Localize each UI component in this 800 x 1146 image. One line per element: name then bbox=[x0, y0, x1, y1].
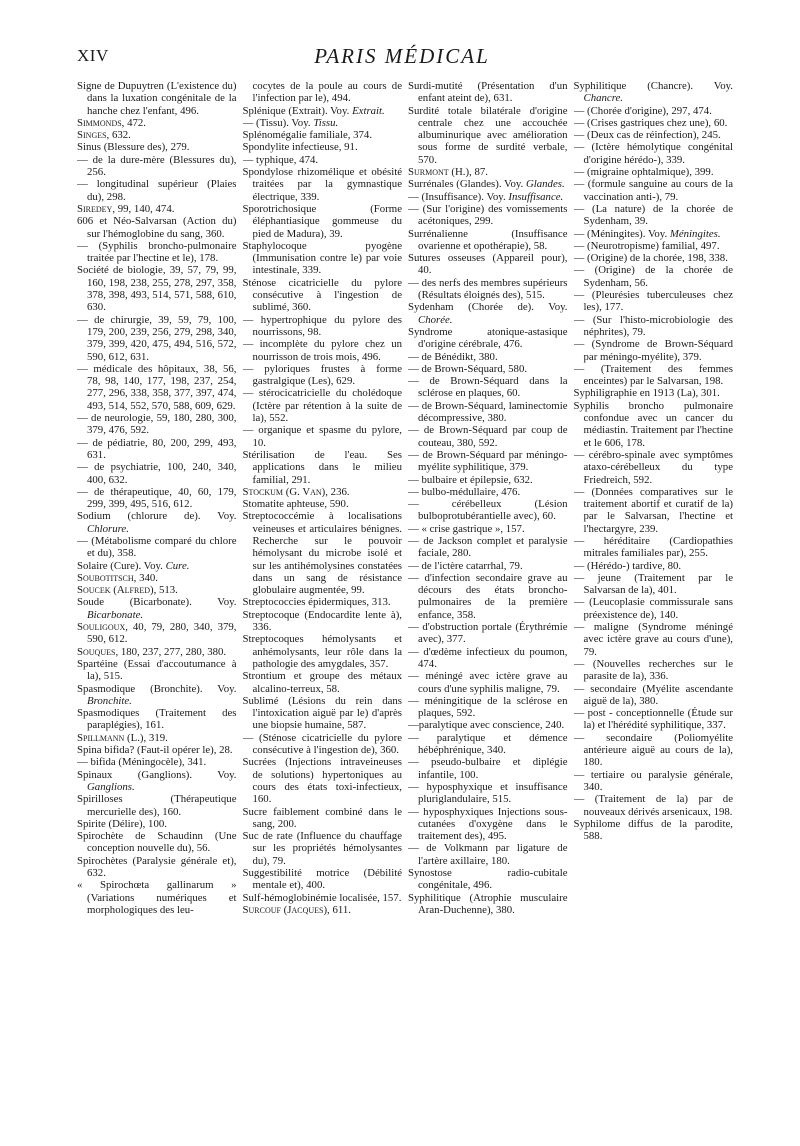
index-entry bbox=[243, 117, 403, 129]
entry-text: — (Nouvelles recherches sur le parasite de la), 336. bbox=[573, 657, 733, 683]
entry-text: — (Neurotropisme) familial, 497. bbox=[573, 239, 720, 252]
index-columns bbox=[77, 80, 733, 1120]
index-entry bbox=[574, 252, 734, 264]
entry-text: Siredey, 99, 140, 474. bbox=[77, 202, 175, 215]
entry-text: Syphilome diffus de la parodite, 588. bbox=[573, 817, 733, 843]
entry-text: — (migraine ophtalmique), 399. bbox=[573, 166, 714, 179]
entry-text: — héréditaire (Cardiopathies mitrales familiales par), 255. bbox=[573, 534, 733, 560]
cross-reference: Méningites. bbox=[669, 227, 721, 240]
entry-text: — hyposphyxiques Injections sous-cutanées d'oxygène dans le traitement des), 495. bbox=[408, 805, 568, 843]
entry-text: — (Pleurésies tuberculeuses chez les), 177. bbox=[573, 289, 733, 314]
entry-text: Soude (Bicarbonate). Voy. bbox=[77, 596, 237, 609]
index-entry bbox=[408, 449, 568, 474]
index-entry bbox=[574, 129, 734, 141]
index-entry bbox=[408, 228, 568, 253]
index-entry bbox=[574, 707, 734, 732]
index-entry bbox=[574, 387, 734, 399]
index-entry bbox=[77, 707, 237, 732]
index-entry bbox=[243, 609, 403, 634]
entry-text: Sucrées (Injections intraveineuses de solutions) hypertoniques au cours des états toxi-infectieux, 160. bbox=[242, 756, 402, 806]
index-entry bbox=[77, 560, 237, 572]
entry-text: — maligne (Syndrome méningé avec ictère grave au cours d'une), 79. bbox=[573, 621, 733, 658]
index-entry bbox=[408, 695, 568, 720]
entry-text: — (Sur l'origine) des vomissements acétoniques, 299. bbox=[408, 202, 568, 228]
entry-text: Sydenham (Chorée de). Voy. bbox=[408, 301, 568, 314]
entry-text: — (Deux cas de réinfection), 245. bbox=[573, 129, 721, 142]
entry-text: Suggestibilité motrice (Débilité mentale et), 400. bbox=[242, 867, 402, 892]
index-entry bbox=[408, 252, 568, 277]
index-entry bbox=[77, 732, 237, 744]
entry-text: — « crise gastrique », 157. bbox=[408, 522, 525, 535]
index-entry bbox=[77, 154, 237, 179]
entry-text: Spasmodique (Bronchite). Voy. bbox=[77, 682, 237, 695]
index-column-2 bbox=[243, 80, 403, 1120]
entry-text: — bifida (Méningocèle), 341. bbox=[77, 756, 207, 769]
entry-text: Spartéine (Essai d'accoutumance à la), 515. bbox=[77, 657, 237, 683]
entry-text: — de Bénédikt, 380. bbox=[408, 350, 498, 363]
cross-reference: Tissu. bbox=[313, 116, 339, 129]
entry-text: — post - conceptionnelle (Étude sur la) et l'hérédité syphilitique, 337. bbox=[573, 707, 733, 732]
index-entry bbox=[574, 105, 734, 117]
index-entry bbox=[408, 351, 568, 363]
index-entry bbox=[77, 572, 237, 584]
index-entry bbox=[574, 560, 734, 572]
index-entry bbox=[243, 830, 403, 867]
entry-text: Sporotrichosique (Forme éléphantiasique gommeuse du pied de Madura), 39. bbox=[242, 202, 402, 240]
entry-text: Syphilitique (Atrophie musculaire Aran-Duchenne), 380. bbox=[408, 891, 568, 916]
index-entry bbox=[77, 178, 237, 203]
index-entry bbox=[574, 596, 734, 621]
index-entry bbox=[408, 375, 568, 400]
index-entry bbox=[243, 510, 403, 596]
index-entry bbox=[243, 633, 403, 670]
entry-text: Splénomégalie familiale, 374. bbox=[242, 129, 373, 142]
entry-text: Stockum (G. Van), 236. bbox=[242, 485, 350, 498]
index-entry bbox=[574, 80, 734, 105]
entry-text: — tertiaire ou paralysie générale, 340. bbox=[573, 768, 733, 793]
index-entry bbox=[408, 646, 568, 671]
index-entry bbox=[77, 203, 237, 215]
index-entry bbox=[408, 301, 568, 326]
index-entry bbox=[408, 498, 568, 523]
index-entry bbox=[243, 892, 403, 904]
index-entry bbox=[243, 904, 403, 916]
index-entry bbox=[574, 818, 734, 843]
index-entry bbox=[77, 621, 237, 646]
index-entry bbox=[408, 892, 568, 917]
entry-text: — longitudinal supérieur (Plaies du), 298. bbox=[77, 178, 237, 203]
index-entry bbox=[77, 80, 237, 117]
entry-text: Streptococcies épidermiques, 313. bbox=[242, 596, 391, 609]
index-entry bbox=[408, 781, 568, 806]
entry-text: — des nerfs des membres supérieurs (Résultats éloignés des), 515. bbox=[408, 276, 568, 302]
entry-text: Simmonds, 472. bbox=[77, 116, 146, 129]
index-entry bbox=[408, 719, 568, 731]
entry-text: — méningé avec ictère grave au cours d'une syphilis maligne, 79. bbox=[408, 670, 568, 695]
index-entry bbox=[243, 867, 403, 892]
index-entry bbox=[574, 117, 734, 129]
entry-text: — (Leucoplasie commissurale sans préexistence de), 140. bbox=[573, 596, 733, 621]
index-entry bbox=[574, 535, 734, 560]
index-entry bbox=[243, 670, 403, 695]
journal-title: PARIS MÉDICAL bbox=[314, 44, 490, 68]
index-entry bbox=[243, 141, 403, 153]
index-entry bbox=[77, 658, 237, 683]
index-entry bbox=[408, 424, 568, 449]
index-entry bbox=[243, 498, 403, 510]
entry-text: — (La nature) de la chorée de Sydenham, 39. bbox=[573, 202, 733, 228]
entry-text: Spondylite infectieuse, 91. bbox=[242, 141, 358, 154]
entry-text: Société de biologie, 39, 57, 79, 99, 160, 198, 238, 255, 278, 297, 358, 378, 398, 493, 514, 571, 588, 610, 630. bbox=[77, 264, 237, 314]
cross-reference: Bicarbonate. bbox=[87, 608, 144, 621]
entry-text: — (Origine) de la chorée, 198, 338. bbox=[573, 252, 728, 265]
index-entry bbox=[77, 215, 237, 240]
entry-text: Souligoux, 40, 79, 280, 340, 379, 590, 612. bbox=[77, 621, 237, 646]
index-entry bbox=[574, 769, 734, 794]
index-entry bbox=[77, 363, 237, 412]
entry-text: Surcouf (Jacques), 611. bbox=[242, 903, 351, 916]
index-entry bbox=[408, 178, 568, 190]
index-entry bbox=[574, 658, 734, 683]
index-entry bbox=[77, 461, 237, 486]
entry-text: — de Jackson complet et paralysie faciale, 280. bbox=[408, 534, 568, 560]
index-entry bbox=[574, 203, 734, 228]
entry-text: Strontium et groupe des métaux alcalino-terreux, 58. bbox=[242, 670, 402, 695]
entry-text: — secondaire (Poliomyélite antérieure aiguë au cours de la), 180. bbox=[573, 731, 733, 769]
entry-text: Syphilis broncho pulmonaire confondue avec un cancer du médiastin. Traitement par l'hectine et le 606, 178. bbox=[573, 399, 733, 449]
entry-text: « Spirochœta gallinarum » (Variations numériques et morphologiques des leu- bbox=[77, 879, 237, 916]
index-entry bbox=[77, 855, 237, 880]
entry-text: — (formule sanguine au cours de la vaccination anti-), 79. bbox=[573, 178, 733, 203]
cross-reference: Bronchite. bbox=[87, 694, 132, 707]
entry-text: — incomplète du pylore chez un nourrisson de trois mois, 496. bbox=[242, 338, 402, 363]
entry-text: — de Brown-Séquard par méningo-myélite syphilitique, 379. bbox=[408, 448, 568, 474]
entry-text: — hypertrophique du pylore des nourrissons, 98. bbox=[242, 313, 402, 338]
index-entry bbox=[77, 437, 237, 462]
index-entry bbox=[77, 769, 237, 794]
index-entry bbox=[574, 486, 734, 535]
index-entry bbox=[243, 105, 403, 117]
entry-text: — (Chorée d'origine), 297, 474. bbox=[573, 104, 712, 117]
index-entry bbox=[77, 314, 237, 363]
entry-text: — de l'ictère catarrhal, 79. bbox=[408, 559, 523, 572]
entry-text: — de pédiatrie, 80, 200, 299, 493, 631. bbox=[77, 436, 237, 461]
entry-text: Syphiligraphie en 1913 (La), 301. bbox=[573, 387, 720, 400]
cross-reference: Chorée. bbox=[418, 313, 453, 326]
entry-text: — (Traitement des femmes enceintes) par le Salvarsan, 198. bbox=[573, 362, 733, 388]
entry-text: — de Brown-Séquard, laminectomie décompressive, 380. bbox=[408, 399, 568, 425]
index-entry bbox=[243, 203, 403, 240]
entry-text: Syphilitique (Chancre). Voy. bbox=[573, 80, 733, 92]
index-entry bbox=[408, 560, 568, 572]
entry-text: Surdité totale bilatérale d'origine centrale chez une accouchée albuminurique avec amélioration sous forme de surdité verbale, 570. bbox=[408, 104, 568, 166]
entry-text: — (Méningites). Voy. bbox=[573, 227, 670, 240]
index-entry bbox=[243, 486, 403, 498]
index-entry bbox=[243, 387, 403, 424]
index-entry bbox=[408, 277, 568, 302]
entry-text: — (Traitement de la) par de nouveaux dérivés arsenicaux, 198. bbox=[573, 793, 733, 818]
index-entry bbox=[574, 178, 734, 203]
entry-text: Stomatite aphteuse, 590. bbox=[242, 498, 349, 511]
entry-text: — bulbaire et épilepsie, 632. bbox=[408, 473, 533, 486]
index-entry bbox=[408, 80, 568, 105]
index-entry bbox=[77, 744, 237, 756]
index-entry bbox=[574, 621, 734, 658]
entry-text: Souques, 180, 237, 277, 280, 380. bbox=[77, 645, 227, 658]
index-entry bbox=[574, 264, 734, 289]
entry-text: — (Données comparatives sur le traitement abortif et curatif de la) par le Salvarsan, l'hectine et l'hectargyre, 239. bbox=[573, 485, 733, 535]
entry-text: Spirochètes (Paralysie générale et), 632. bbox=[77, 854, 237, 879]
entry-text: — (Origine) de la chorée de Sydenham, 56. bbox=[573, 264, 733, 289]
index-entry bbox=[77, 756, 237, 768]
index-entry bbox=[408, 806, 568, 843]
entry-text: Soubotitsch, 340. bbox=[77, 571, 158, 584]
index-entry bbox=[574, 683, 734, 708]
entry-text: — (Hérédo-) tardive, 80. bbox=[573, 559, 682, 572]
entry-text: — (Syphilis broncho-pulmonaire traitée par l'hectine et le), 178. bbox=[77, 239, 237, 265]
index-entry bbox=[408, 535, 568, 560]
entry-text: Sténose cicatricielle du pylore consécutive à l'ingestion de sublimé, 360. bbox=[242, 276, 402, 314]
index-entry bbox=[77, 584, 237, 596]
entry-text: Spondylose rhizomélique et obésité traitées par la gymnastique électrique, 339. bbox=[242, 166, 402, 203]
index-entry bbox=[243, 129, 403, 141]
entry-text: — (Métabolisme comparé du chlore et du), 358. bbox=[77, 534, 237, 560]
index-entry bbox=[408, 326, 568, 351]
index-entry bbox=[408, 572, 568, 621]
index-entry bbox=[243, 449, 403, 486]
entry-text: — typhique, 474. bbox=[242, 153, 319, 166]
entry-text: — cérébro-spinale avec symptômes ataxo-cérébelleux du type Friedreich, 592. bbox=[573, 448, 733, 486]
entry-text: Spasmodiques (Traitement des paraplégies), 161. bbox=[77, 707, 237, 732]
index-entry bbox=[574, 289, 734, 314]
entry-text: Sublimé (Lésions du rein dans l'intoxication aiguë par le) d'après une biopsie humaine, 587. bbox=[242, 694, 402, 732]
index-entry bbox=[408, 400, 568, 425]
index-entry bbox=[243, 154, 403, 166]
index-entry bbox=[574, 449, 734, 486]
index-entry bbox=[77, 646, 237, 658]
index-entry bbox=[408, 621, 568, 646]
index-entry bbox=[77, 412, 237, 437]
entry-text: Streptococcémie à localisations veineuses et articulaires bénignes. Recherche sur le pouvoir hémolysant du microbe isolé et sur les antihémolysines constatées dans un sang de résistance globulaire augmentée, 99. bbox=[242, 510, 402, 597]
index-entry bbox=[243, 338, 403, 363]
cross-reference: Ganglions. bbox=[87, 780, 135, 793]
index-entry bbox=[243, 166, 403, 203]
cross-reference: Cure. bbox=[165, 559, 190, 572]
cross-reference: Glandes. bbox=[525, 178, 565, 191]
index-entry bbox=[408, 756, 568, 781]
index-entry bbox=[77, 264, 237, 313]
entry-text: — de Volkmann par ligature de l'artère axillaire, 180. bbox=[408, 842, 568, 867]
entry-text: Spirilloses (Thérapeutique mercurielle des), 160. bbox=[77, 793, 237, 818]
entry-text: Surdi-mutité (Présentation d'un enfant ateint de), 631. bbox=[408, 80, 568, 105]
entry-text: Solaire (Cure). Voy. bbox=[77, 559, 166, 572]
entry-text: Surrénales (Glandes). Voy. bbox=[408, 178, 526, 191]
index-entry bbox=[408, 166, 568, 178]
entry-text: Sinus (Blessure des), 279. bbox=[77, 141, 190, 154]
index-entry bbox=[408, 732, 568, 757]
index-entry bbox=[574, 338, 734, 363]
entry-text: Spina bifida? (Faut-il opérer le), 28. bbox=[77, 744, 233, 757]
index-entry bbox=[574, 141, 734, 166]
entry-text: — (Sténose cicatricielle du pylore consécutive à l'ingestion de), 360. bbox=[242, 731, 402, 757]
entry-text: — de Brown-Séquard par coup de couteau, 380, 592. bbox=[408, 424, 568, 449]
entry-text: — jeune (Traitement par le Salvarsan de la), 401. bbox=[573, 571, 733, 597]
index-entry bbox=[408, 842, 568, 867]
entry-text: Signe de Dupuytren (L'existence du) dans la luxation congénitale de la hanche chez l'enfant, 496. bbox=[77, 80, 237, 117]
entry-text: — de chirurgie, 39, 59, 79, 100, 179, 200, 239, 256, 279, 298, 340, 379, 399, 420, 475, 494, 516, 572, 590, 612, 631. bbox=[77, 313, 237, 363]
cross-reference: Chancre. bbox=[583, 92, 623, 105]
entry-text: Surmont (H.), 87. bbox=[408, 166, 488, 179]
index-entry bbox=[243, 596, 403, 608]
entry-text: — (Tissu). Voy. bbox=[242, 116, 314, 129]
entry-text: — de neurologie, 59, 180, 280, 300, 379, 476, 592. bbox=[77, 412, 237, 437]
entry-text: — de Brown-Séquard dans la sclérose en plaques, 60. bbox=[408, 375, 568, 400]
entry-text: Sutures osseuses (Appareil pour), 40. bbox=[408, 252, 568, 277]
index-entry bbox=[574, 793, 734, 818]
entry-text: — cérébelleux (Lésion bulboprotubérantielle avec), 60. bbox=[408, 498, 568, 523]
index-entry bbox=[243, 240, 403, 277]
index-entry bbox=[243, 277, 403, 314]
entry-text: — hyposphyxique et insuffisance pluriglandulaire, 515. bbox=[408, 780, 568, 806]
index-entry bbox=[408, 105, 568, 166]
entry-text: Synostose radio-cubitale congénitale, 496. bbox=[408, 867, 568, 892]
entry-text: Sulf-hémoglobinémie localisée, 157. bbox=[242, 891, 402, 904]
entry-text: — d'infection secondaire grave au décours des états broncho-pulmonaires de la première enfance, 358. bbox=[408, 571, 568, 621]
entry-text: Sodium (chlorure de). Voy. bbox=[77, 510, 237, 523]
entry-text: — pyloriques frustes à forme gastralgique (Les), 629. bbox=[242, 362, 402, 388]
entry-text: — de Brown-Séquard, 580. bbox=[408, 362, 528, 375]
entry-text: — médicale des hôpitaux, 38, 56, 78, 98, 140, 177, 198, 237, 254, 277, 296, 338, 358, 377, 397, 474, 493, 514, 552, 570, 588, 609, 629. bbox=[77, 362, 237, 412]
entry-text: — (Sur l'histo-microbiologie des néphrites), 79. bbox=[573, 313, 733, 338]
index-entry bbox=[408, 523, 568, 535]
index-entry bbox=[77, 596, 237, 621]
index-entry bbox=[77, 510, 237, 535]
entry-text: Stérilisation de l'eau. Ses applications dans le milieu familial, 291. bbox=[242, 448, 402, 486]
index-entry bbox=[574, 363, 734, 388]
cross-reference: Chlorure. bbox=[87, 522, 129, 535]
index-entry bbox=[77, 683, 237, 708]
entry-text: Suc de rate (Influence du chauffage sur les propriétés hémolysantes du), 79. bbox=[242, 830, 402, 867]
entry-text: — stérocicatricielle du cholédoque (Ictère par rétention à la suite de la), 552. bbox=[242, 387, 402, 425]
entry-text: Spillmann (L.), 319. bbox=[77, 731, 168, 744]
entry-text: — (Ictère hémolytique congénital d'origine hérédo-), 339. bbox=[573, 141, 733, 166]
entry-text: — (Crises gastriques chez une), 60. bbox=[573, 116, 728, 129]
entry-text: Splénique (Extrait). Voy. bbox=[242, 104, 353, 117]
entry-text: — secondaire (Myélite ascendante aiguë de la), 380. bbox=[573, 682, 733, 707]
entry-text: Syndrome atonique-astasique d'origine cérébrale, 476. bbox=[408, 325, 568, 351]
index-entry bbox=[77, 793, 237, 818]
index-entry bbox=[243, 756, 403, 805]
index-entry bbox=[77, 117, 237, 129]
index-entry bbox=[574, 166, 734, 178]
index-entry bbox=[574, 240, 734, 252]
index-entry bbox=[408, 191, 568, 203]
entry-text: — de psychiatrie, 100, 240, 340, 400, 632. bbox=[77, 461, 237, 486]
entry-text: Spirite (Délire), 100. bbox=[77, 817, 167, 830]
entry-text: Singes, 632. bbox=[77, 129, 131, 142]
index-entry bbox=[408, 363, 568, 375]
index-column-1 bbox=[77, 80, 237, 1120]
index-entry bbox=[77, 240, 237, 265]
cross-reference: Insuffisance. bbox=[508, 190, 564, 203]
entry-text: — (Syndrome de Brown-Séquard par méningo-myélite), 379. bbox=[573, 338, 733, 363]
index-entry bbox=[243, 424, 403, 449]
entry-text: 606 et Néo-Salvarsan (Action du) sur l'hémoglobine du sang, 360. bbox=[77, 215, 237, 240]
page-number: XIV bbox=[77, 46, 109, 65]
entry-text: — organique et spasme du pylore, 10. bbox=[242, 424, 402, 449]
entry-text: Staphylocoque pyogène (Immunisation contre le) par voie intestinale, 339. bbox=[242, 239, 402, 277]
entry-text: — d'obstruction portale (Érythrémie avec), 377. bbox=[408, 621, 568, 646]
index-entry bbox=[408, 474, 568, 486]
index-entry bbox=[243, 363, 403, 388]
entry-text: — bulbo-médullaire, 476. bbox=[408, 485, 521, 498]
index-entry bbox=[77, 486, 237, 511]
page-header bbox=[77, 44, 727, 74]
entry-text: Surrénalienne (Insuffisance ovarienne et opothérapie), 58. bbox=[408, 227, 568, 252]
index-entry bbox=[243, 80, 403, 105]
entry-text: Spirochète de Schaudinn (Une conception nouvelle du), 56. bbox=[77, 830, 237, 855]
entry-text: cocytes de la poule au cours de l'infection par le), 494. bbox=[252, 80, 402, 105]
index-entry bbox=[574, 732, 734, 769]
entry-text: Sucre faiblement combiné dans le sang, 200. bbox=[242, 805, 402, 830]
entry-text: —paralytique avec conscience, 240. bbox=[408, 719, 565, 732]
entry-text: — d'œdème infectieux du poumon, 474. bbox=[408, 645, 568, 670]
index-entry bbox=[77, 830, 237, 855]
index-entry bbox=[77, 818, 237, 830]
entry-text: Spinaux (Ganglions). Voy. bbox=[77, 768, 237, 781]
index-entry bbox=[574, 314, 734, 339]
index-column-3 bbox=[408, 80, 568, 1120]
entry-text: — de thérapeutique, 40, 60, 179, 299, 399, 495, 516, 612. bbox=[77, 485, 237, 511]
entry-text: — pseudo-bulbaire et diplégie infantile, 100. bbox=[408, 756, 568, 781]
index-entry bbox=[574, 572, 734, 597]
entry-text: — méningitique de la sclérose en plaques, 592. bbox=[408, 694, 568, 720]
index-entry bbox=[574, 228, 734, 240]
index-entry bbox=[77, 879, 237, 916]
index-entry bbox=[243, 806, 403, 831]
index-entry bbox=[408, 203, 568, 228]
entry-text: — de la dure-mère (Blessures du), 256. bbox=[77, 153, 237, 179]
entry-text: Soucek (Alfred), 513. bbox=[77, 584, 178, 597]
index-entry bbox=[77, 141, 237, 153]
index-column-4 bbox=[574, 80, 734, 1120]
entry-text: — paralytique et démence hébéphrénique, 340. bbox=[408, 731, 568, 757]
entry-text: Streptocoque (Endocardite lente à), 336. bbox=[242, 608, 402, 634]
index-entry bbox=[408, 670, 568, 695]
index-entry bbox=[243, 314, 403, 339]
index-entry bbox=[408, 486, 568, 498]
index-entry bbox=[243, 732, 403, 757]
cross-reference: Extrait. bbox=[352, 104, 385, 117]
index-entry bbox=[243, 695, 403, 732]
entry-text: Streptocoques hémolysants et anhémolysants, leur rôle dans la pathologie des amygdales, 357. bbox=[242, 633, 402, 670]
entry-text: — (Insuffisance). Voy. bbox=[408, 190, 509, 203]
index-entry bbox=[408, 867, 568, 892]
index-entry bbox=[77, 535, 237, 560]
index-entry bbox=[77, 129, 237, 141]
index-entry bbox=[574, 400, 734, 449]
